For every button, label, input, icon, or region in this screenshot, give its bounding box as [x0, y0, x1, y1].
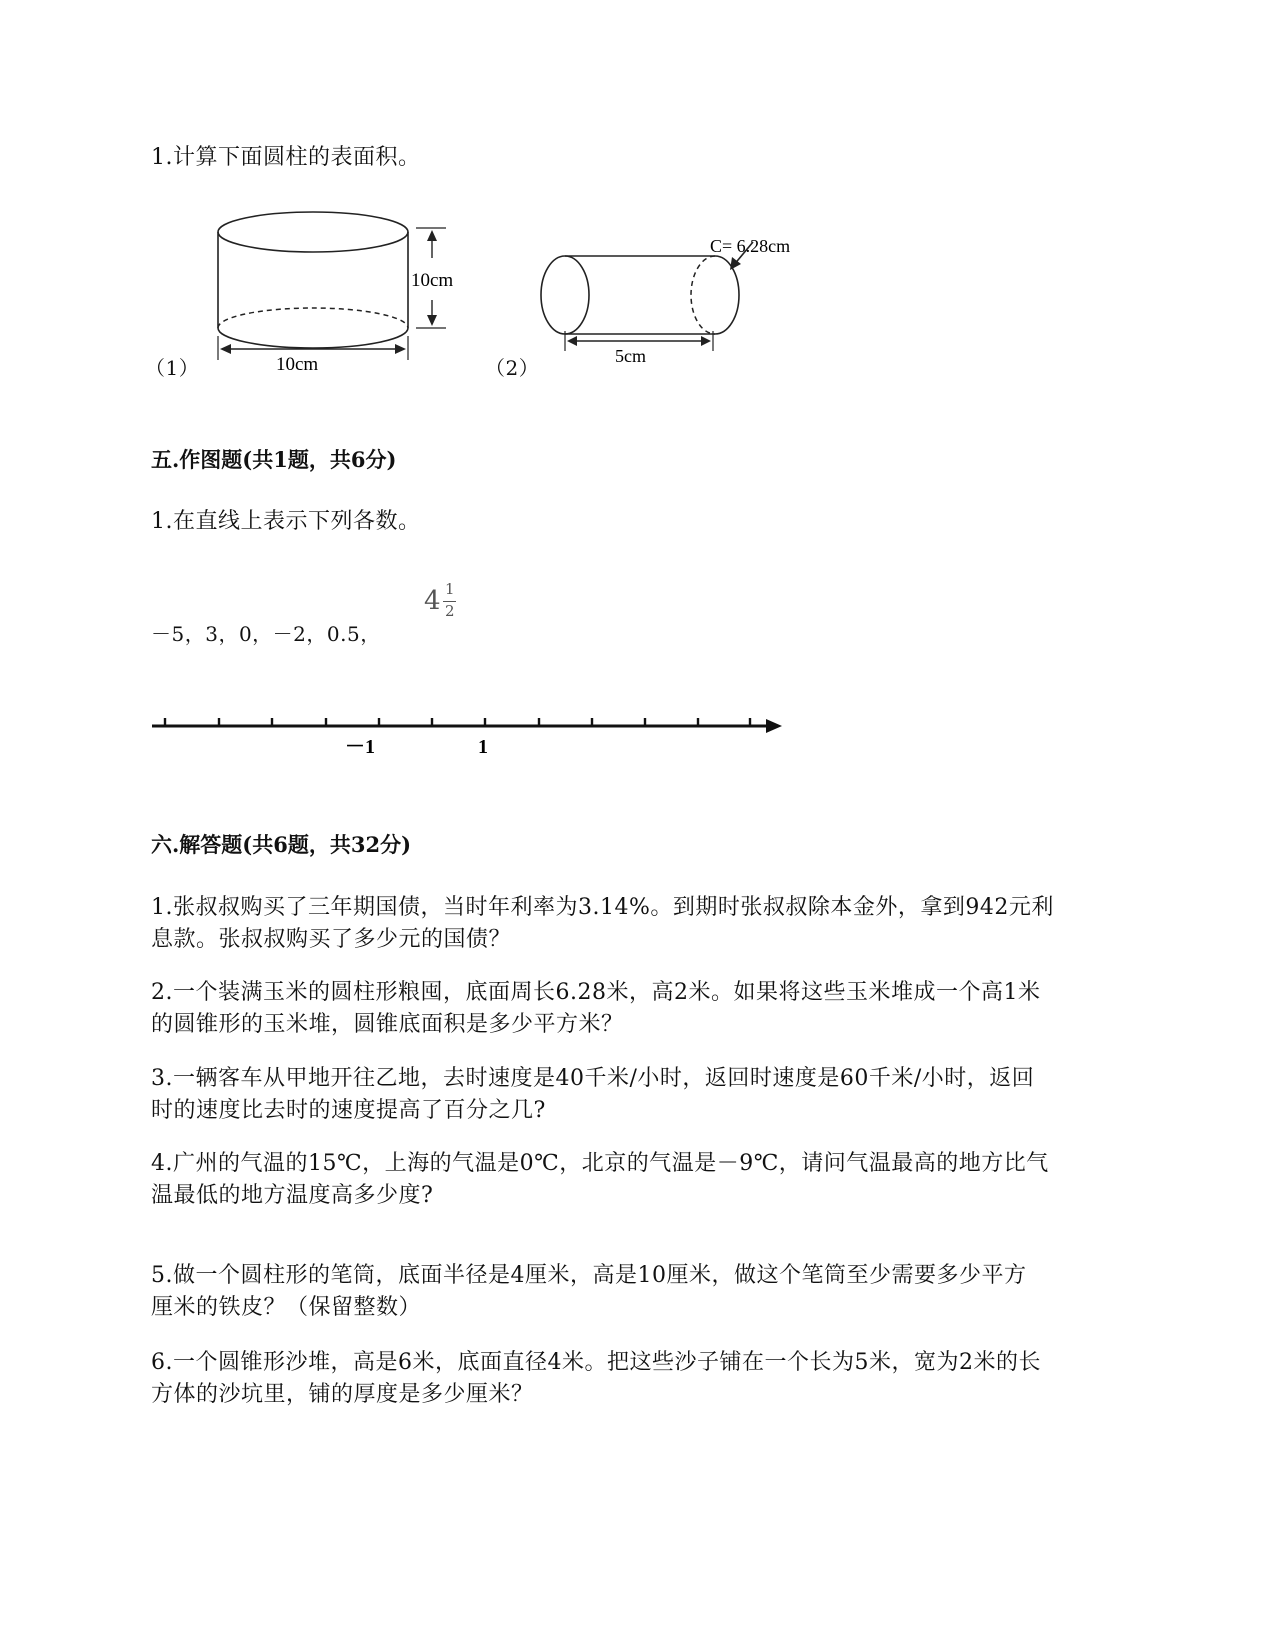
section-5-heading: 五.作图题(共1题，共6分)	[151, 447, 397, 472]
diameter-label: 10cm	[276, 354, 319, 375]
problem-line: 时的速度比去时的速度提高了百分之几?	[151, 1098, 546, 1123]
problem-line: 厘米的铁皮？（保留整数）	[151, 1295, 422, 1320]
height-label: 10cm	[411, 270, 454, 291]
length-arrowhead-left	[567, 336, 577, 346]
mixed-number-numerator: 1	[445, 580, 455, 598]
word-problem-2	[151, 977, 1131, 1041]
cylinder-figure-2	[535, 225, 825, 385]
diameter-arrowhead-left	[220, 344, 231, 354]
cylinder-bottom-front	[218, 328, 408, 348]
circumference-label: C= 6.28cm	[710, 236, 791, 256]
cylinder2-left-ellipse	[541, 256, 589, 334]
section-6-heading: 六.解答题(共6题，共32分)	[151, 832, 412, 857]
problem-line: 6.一个圆锥形沙堆，高是6米，底面直径4米。把这些沙子铺在一个长为5米，宽为2米的长	[151, 1350, 1041, 1375]
problem-line: 温最低的地方温度高多少度?	[151, 1183, 434, 1208]
word-problem-6	[151, 1347, 1131, 1411]
cylinder-bottom-back-dashed	[218, 308, 408, 328]
height-arrowhead-down	[427, 315, 437, 326]
number-line	[140, 700, 800, 770]
word-problem-5	[151, 1260, 1131, 1324]
length-arrowhead-right	[701, 336, 711, 346]
cylinder-top-ellipse	[218, 212, 408, 252]
word-problem-1	[151, 892, 1131, 956]
question-text: 1.在直线上表示下列各数。	[151, 509, 421, 534]
problem-line: 4.广州的气温的15℃，上海的气温是0℃，北京的气温是－9℃，请问气温最高的地方比气	[151, 1151, 1049, 1176]
problem-line: 的圆锥形的玉米堆，圆锥底面积是多少平方米？	[151, 1012, 624, 1037]
problem-line: 2.一个装满玉米的圆柱形粮囤，底面周长6.28米，高2米。如果将这些玉米堆成一个高1米	[151, 980, 1041, 1005]
mixed-number	[424, 580, 464, 630]
problem-line: 3.一辆客车从甲地开往乙地，去时速度是40千米/小时，返回时速度是60千米/小时，返回	[151, 1066, 1035, 1091]
mixed-number-whole: 4	[424, 586, 441, 616]
word-problem-3	[151, 1063, 1131, 1127]
problem-line: 息款。张叔叔购买了多少元的国债？	[151, 927, 512, 952]
problem-line: 1.张叔叔购买了三年期国债，当时年利率为3.14%。到期时张叔叔除本金外，拿到942元利	[151, 895, 1054, 920]
problem-line: 5.做一个圆柱形的笔筒，底面半径是4厘米，高是10厘米，做这个笔筒至少需要多少平方	[151, 1263, 1027, 1288]
figure-1-label: （1）	[145, 356, 200, 380]
diameter-arrowhead-right	[395, 344, 406, 354]
tick-label-pos1: 1	[478, 736, 488, 758]
numbers-list: －5，3，0，－2，0.5，	[151, 622, 381, 646]
length-label: 5cm	[615, 346, 646, 366]
cylinder2-right-front	[715, 256, 739, 334]
tick-label-neg1: －1	[345, 736, 375, 758]
figure-2-label: （2）	[485, 356, 540, 380]
cylinder2-right-back-dashed	[691, 256, 715, 334]
word-problem-4	[151, 1148, 1131, 1212]
problem-line: 方体的沙坑里，铺的厚度是多少厘米？	[151, 1382, 534, 1407]
mixed-number-denominator: 2	[445, 602, 455, 620]
question-text: 1.计算下面圆柱的表面积。	[151, 145, 421, 170]
height-arrowhead-up	[427, 230, 437, 241]
number-line-arrowhead	[766, 719, 782, 733]
